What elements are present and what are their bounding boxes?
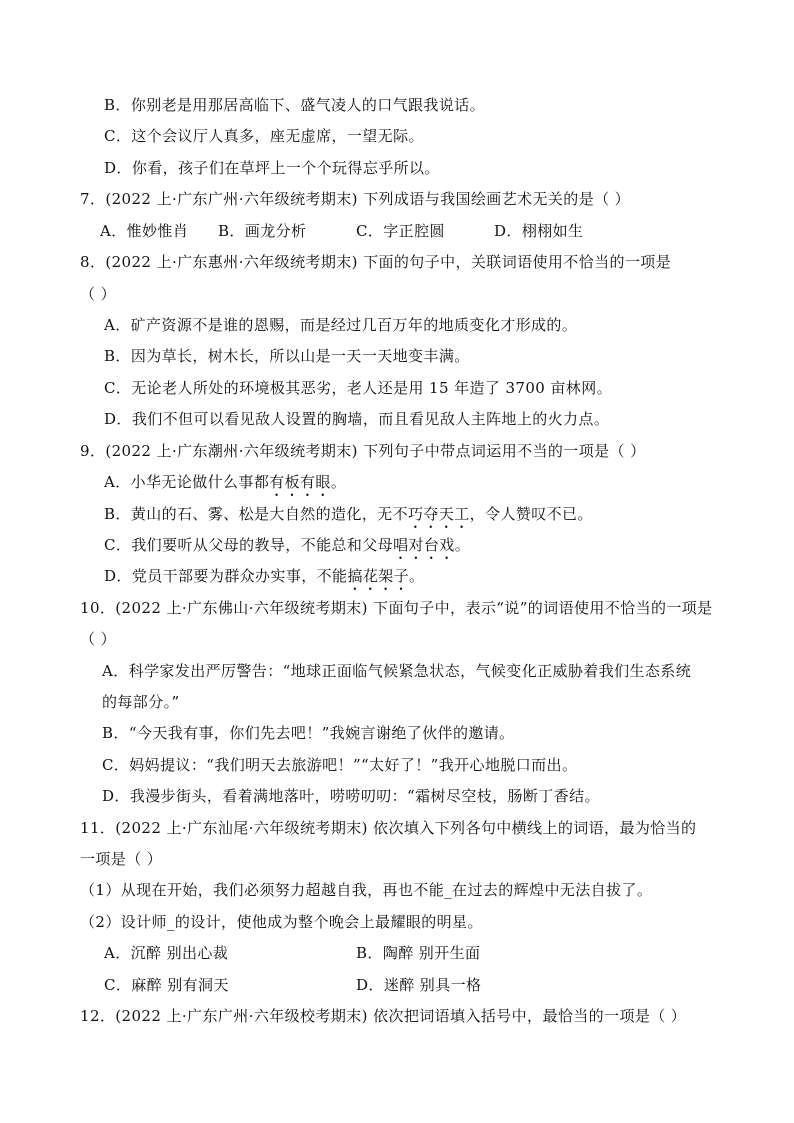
q11-options-row1 [0, 943, 794, 963]
q11-stem-line1: 11．(2022 上·广东汕尾·六年级统考期末) 依次填入下列各句中横线上的词语，最为恰当的 [80, 819, 697, 837]
q7-stem: 7．(2022 上·广东广州·六年级统考期末) 下列成语与我国绘画艺术无关的是（ ） [80, 190, 631, 208]
q9-option-b-post: ，令人赞叹不已。 [469, 505, 593, 523]
q9-option-c [104, 535, 470, 563]
q7-options [0, 221, 794, 241]
q11-sentence-1: （1）从现在开始，我们必须努力超越自我，再也不能_在过去的辉煌中无法自拔了。 [80, 881, 653, 899]
q9-option-b-pre: B．黄山的石、雾、松是大自然的造化，无不 [104, 505, 409, 523]
q7-option-a: A．惟妙惟肖 [100, 222, 189, 240]
q9-option-d-dotted-word: 搞花架子 [347, 567, 410, 585]
q10-option-a-line1: A．科学家发出严厉警告：“地球正面临气候紧急状态，气候变化正威胁着我们生态系统 [102, 662, 692, 680]
q8-option-a: A．矿产资源不是谁的恩赐，而是经过几百万年的地质变化才形成的。 [104, 316, 578, 334]
q9-option-a-dotted-word: 有板有眼 [269, 473, 331, 491]
q7-option-b: B．画龙分析 [218, 222, 307, 240]
q11-options-row2 [0, 975, 794, 995]
q11-stem-line2: 一项是（ ） [80, 850, 163, 868]
q11-option-d: D．迷醉 别具一格 [356, 976, 482, 994]
q9-option-a-post: 。 [330, 473, 347, 491]
q7-option-c: C．字正腔圆 [356, 222, 445, 240]
q8-blank: （ ） [80, 285, 116, 303]
q6-option-b: B．你别老是用那居高临下、盛气凌人的口气跟我说话。 [104, 96, 486, 114]
q10-option-b: B．“今天我有事，你们先去吧！”我婉言谢绝了伙伴的邀请。 [102, 724, 515, 742]
q9-stem: 9．(2022 上·广东潮州·六年级统考期末) 下列句子中带点词运用不当的一项是（ ） [80, 442, 646, 460]
q10-option-c: C．妈妈提议：“我们明天去旅游吧！”“太好了！”我开心地脱口而出。 [102, 756, 578, 774]
q8-stem: 8．(2022 上·广东惠州·六年级统考期末) 下面的句子中，关联词语使用不恰当的一项是 [80, 253, 672, 271]
q11-option-c: C．麻醉 别有洞天 [104, 976, 229, 994]
q9-option-b [104, 504, 593, 532]
q6-option-d: D．你看，孩子们在草坪上一个个玩得忘乎所以。 [104, 159, 440, 177]
q8-option-d: D．我们不但可以看见敌人设置的胸墙，而且看见敌人主阵地上的火力点。 [104, 410, 610, 428]
q9-option-a [104, 472, 346, 500]
q9-option-d [104, 566, 424, 594]
q10-option-a-line2: 的每部分。” [102, 693, 180, 711]
q10-stem: 10．(2022 上·广东佛山·六年级统考期末) 下面句子中，表示“说”的词语使用不恰当的一项是 [80, 599, 713, 617]
q9-option-b-dotted-word: 巧夺天工 [408, 505, 470, 523]
q11-sentence-2: （2）设计师_的设计，使他成为整个晚会上最耀眼的明星。 [80, 913, 483, 931]
q9-option-a-pre: A．小华无论做什么事都 [104, 473, 270, 491]
q6-option-c: C．这个会议厅人真多，座无虚席，一望无际。 [104, 127, 424, 145]
q10-blank: （ ） [80, 630, 116, 648]
q9-option-c-dotted-word: 唱对台戏 [393, 536, 455, 554]
q10-option-d: D．我漫步街头，看着满地落叶，唠唠叨叨：“霜树尽空枝，肠断丁香结。 [102, 787, 600, 805]
q9-option-c-pre: C．我们要听从父母的教导，不能总和父母 [104, 536, 394, 554]
q11-option-b: B．陶醉 别开生面 [356, 944, 481, 962]
q8-option-b: B．因为草长，树木长，所以山是一天一天地变丰满。 [104, 347, 470, 365]
q11-option-a: A．沉醉 别出心裁 [104, 944, 229, 962]
q8-option-c: C．无论老人所处的环境极其恶劣，老人还是用 15 年造了 3700 亩林网。 [104, 379, 613, 397]
q7-option-d: D．栩栩如生 [494, 222, 584, 240]
q9-option-d-post: 。 [409, 567, 425, 585]
q12-stem: 12．(2022 上·广东广州·六年级校考期末) 依次把词语填入括号中，最恰当的一项是（ ） [80, 1007, 687, 1025]
q9-option-c-post: 。 [454, 536, 471, 554]
q9-option-d-pre: D．党员干部要为群众办实事，不能 [104, 567, 348, 585]
